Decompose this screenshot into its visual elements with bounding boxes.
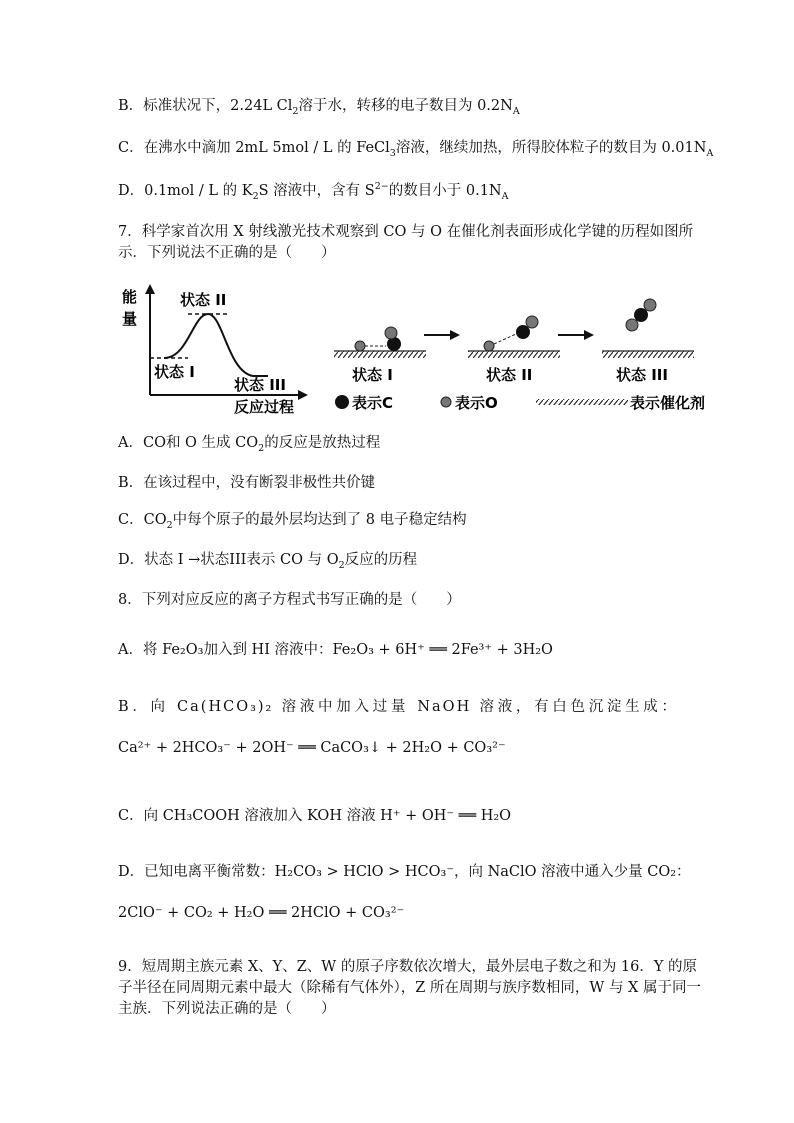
oxygen-atom [484, 341, 494, 351]
panel-state2 [468, 316, 560, 384]
state3-label: 状态 III [234, 376, 286, 394]
q6-option-c: C．在沸水中滴加 2mL 5mol / L 的 FeCl$_3$溶液，继续加热，所得胶体粒子的数目为 $0.01N_A$ [118, 140, 714, 159]
svg-text:状态 III: 状态 III [616, 366, 668, 384]
q7-option-c: C．$CO_2$中每个原子的最外层均达到了 8 电子稳定结构 [118, 512, 467, 531]
legend-o: 表示O [455, 394, 498, 412]
catalyst-surface [602, 351, 694, 358]
legend-cat: 表示催化剂 [630, 394, 706, 412]
oxygen-atom [526, 316, 538, 328]
legend-c: 表示C [352, 394, 394, 412]
q6-option-b: B．标准状况下，2.24L $Cl_2$溶于水，转移的电子数目为 $0.2N_A$ [118, 98, 520, 117]
legend-carbon-icon [335, 395, 349, 409]
q9-line3: 主族．下列说法正确的是（ ） [118, 1001, 336, 1017]
q8-option-d-line1: D．已知电离平衡常数：H₂CO₃ > HClO > HCO₃⁻，向 NaClO 溶液中通入少量 CO₂： [118, 864, 691, 880]
arrow-1 [424, 330, 460, 340]
q7-stem-line1: 7．科学家首次用 X 射线激光技术观察到 CO 与 O 在催化剂表面形成化学键的历程如图所 [118, 224, 694, 240]
x-label: 反应过程 [234, 398, 295, 416]
catalyst-surface [468, 351, 560, 358]
q8-option-a: A．将 Fe₂O₃加入到 HI 溶液中：Fe₂O₃ + 6H⁺ ══ 2Fe³⁺ + 3H₂O [118, 642, 553, 658]
arrow-2 [558, 330, 594, 340]
legend [335, 394, 705, 412]
carbon-atom [516, 325, 530, 339]
panel-state3 [602, 299, 694, 384]
y-axis-arrow [145, 284, 155, 294]
carbon-atom [634, 308, 648, 322]
panel-state1 [334, 327, 426, 384]
q7-stem-line2: 示．下列说法不正确的是（ ） [118, 245, 336, 261]
x-axis-arrow [298, 390, 308, 400]
q8-option-b-equation: Ca²⁺ + 2HCO₃⁻ + 2OH⁻ ══ CaCO₃↓ + 2H₂O + CO₃²⁻ [118, 740, 506, 756]
svg-text:状态 I: 状态 I [352, 366, 393, 384]
q8-stem: 8．下列对应反应的离子方程式书写正确的是（ ） [118, 592, 461, 608]
legend-oxygen-icon [441, 397, 451, 407]
svg-text:状态 II: 状态 II [486, 366, 533, 384]
energy-diagram [122, 284, 308, 416]
legend-catalyst-icon [536, 399, 628, 405]
y-label-2: 量 [122, 310, 138, 328]
state1-label: 状态 I [154, 363, 195, 381]
state2-label: 状态 II [180, 291, 227, 309]
q7-figure [118, 280, 734, 420]
y-label-1: 能 [122, 288, 138, 306]
q8-option-b-line1: B．向 Ca(HCO₃)₂ 溶液中加入过量 NaOH 溶液，有白色沉淀生成： [118, 699, 678, 715]
q9-line1: 9．短周期主族元素 X、Y、Z、W 的原子序数依次增大，最外层电子数之和为 16．Y 的原 [118, 959, 698, 975]
catalyst-surface [334, 351, 426, 358]
q7-option-b: B．在该过程中，没有断裂非极性共价键 [118, 475, 376, 491]
q6-option-d: D．0.1mol / L 的 $K_2S$ 溶液中，含有 $S^{2-}$的数目小于 $0.1N_A$ [118, 181, 509, 202]
oxygen-atom [626, 319, 638, 331]
oxygen-atom [355, 341, 365, 351]
q8-option-d-equation: 2ClO⁻ + CO₂ + H₂O ══ 2HClO + CO₃²⁻ [118, 905, 405, 921]
q8-option-c: C．向 CH₃COOH 溶液加入 KOH 溶液 H⁺ + OH⁻ ══ H₂O [118, 808, 512, 824]
oxygen-atom [644, 299, 656, 311]
q9-line2: 子半径在同周期元素中最大（除稀有气体外），Z 所在周期与族序数相同，W 与 X 属于同一 [118, 980, 701, 996]
q7-option-d: D．状态 I →状态III表示 CO 与 $O_2$反应的历程 [118, 552, 418, 571]
oxygen-atom [385, 327, 397, 339]
q7-option-a: A．CO和 O 生成 $CO_2$的反应是放热过程 [118, 435, 381, 454]
